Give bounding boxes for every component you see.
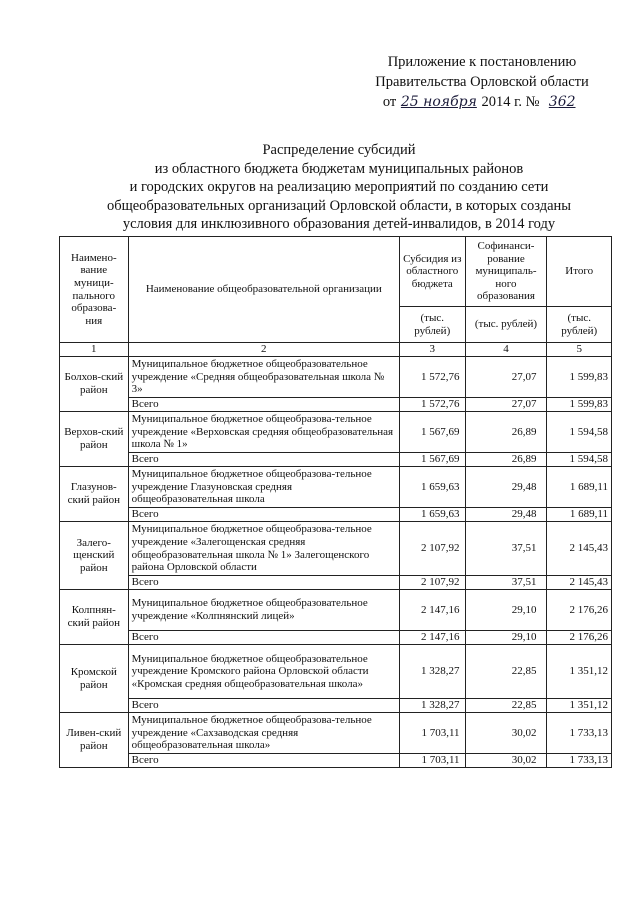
sum-total-cell: 1 351,12 — [547, 699, 612, 713]
subsidy-cell: 2 147,16 — [400, 590, 466, 631]
table-row — [60, 522, 612, 576]
header-total: Итого — [547, 237, 612, 307]
cofinancing-cell: 26,89 — [465, 412, 547, 453]
sum-total-cell: 1 599,83 — [547, 398, 612, 412]
sum-subsidy-cell: 1 659,63 — [400, 508, 466, 522]
sum-cofinancing-cell: 29,10 — [465, 631, 547, 645]
sum-subsidy-cell: 1 328,27 — [400, 699, 466, 713]
appendix-date-line — [352, 92, 612, 112]
table-row — [60, 467, 612, 508]
cofinancing-cell: 30,02 — [465, 713, 547, 754]
header-organization: Наименование общеобразовательной организации — [128, 237, 399, 343]
subsidy-cell: 1 567,69 — [400, 412, 466, 453]
municipality-cell: Колпнян-ский район — [60, 590, 129, 645]
organization-cell: Муниципальное бюджетное общеобразовательное учреждение «Колпнянский лицей» — [128, 590, 399, 631]
organization-cell: Муниципальное бюджетное общеобразовательное учреждение Кромского района Орловской области «Кромская средняя общеобразовательная школа» — [128, 645, 399, 699]
sum-cofinancing-cell: 30,02 — [465, 754, 547, 768]
sum-cofinancing-cell: 29,48 — [465, 508, 547, 522]
total-cell: 1 599,83 — [547, 357, 612, 398]
table-row — [60, 590, 612, 631]
total-label: Всего — [128, 398, 399, 412]
title-line: и городских округов на реализацию мероприятий по созданию сети — [129, 179, 549, 195]
total-label: Всего — [128, 754, 399, 768]
total-cell: 2 176,26 — [547, 590, 612, 631]
total-cell: 1 351,12 — [547, 645, 612, 699]
organization-cell: Муниципальное бюджетное общеобразова-тельное учреждение Глазуновская средняя общеобразовательная школа — [128, 467, 399, 508]
organization-cell: Муниципальное бюджетное общеобразовательное учреждение «Средняя общеобразовательная школа № 3» — [128, 357, 399, 398]
organization-cell: Муниципальное бюджетное общеобразова-тельное учреждение «Залегощенская средняя общеобразовательная школа № 1» Залегощенского района Орловской области — [128, 522, 399, 576]
sum-cofinancing-cell: 27,07 — [465, 398, 547, 412]
title-line: условия для инклюзивного образования детей-инвалидов, в 2014 году — [122, 216, 556, 232]
sum-cofinancing-cell: 26,89 — [465, 453, 547, 467]
subsidy-cell: 2 107,92 — [400, 522, 466, 576]
handwritten-number: 362 — [548, 94, 576, 110]
header-cofinancing: Софинанси-рование муниципаль-ного образования — [465, 237, 547, 307]
municipality-cell: Глазунов-ский район — [60, 467, 129, 522]
table-row — [60, 645, 612, 699]
cofinancing-cell: 22,85 — [465, 645, 547, 699]
total-label: Всего — [128, 453, 399, 467]
table-row — [60, 713, 612, 754]
total-label: Всего — [128, 699, 399, 713]
total-label: Всего — [128, 508, 399, 522]
header-subsidy: Субсидия из областного бюджета — [400, 237, 466, 307]
total-cell: 1 689,11 — [547, 467, 612, 508]
column-number: 3 — [400, 343, 466, 357]
total-cell: 1 594,58 — [547, 412, 612, 453]
table-row — [60, 357, 612, 398]
sum-cofinancing-cell: 22,85 — [465, 699, 547, 713]
sum-subsidy-cell: 1 703,11 — [400, 754, 466, 768]
sum-subsidy-cell: 1 572,76 — [400, 398, 466, 412]
sum-total-cell: 1 689,11 — [547, 508, 612, 522]
document-title — [78, 141, 600, 234]
column-number: 2 — [128, 343, 399, 357]
table-row-total — [60, 398, 612, 412]
table-row-total — [60, 754, 612, 768]
municipality-cell: Верхов-ский район — [60, 412, 129, 467]
column-number: 5 — [547, 343, 612, 357]
table-row — [60, 412, 612, 453]
cofinancing-cell: 27,07 — [465, 357, 547, 398]
cofinancing-cell: 29,10 — [465, 590, 547, 631]
municipality-cell: Болхов-ский район — [60, 357, 129, 412]
appendix-line-1: Приложение к постановлению — [387, 54, 577, 70]
subsidy-cell: 1 328,27 — [400, 645, 466, 699]
subsidy-table — [59, 236, 612, 768]
title-line: из областного бюджета бюджетам муниципальных районов — [154, 160, 524, 177]
table-row-total — [60, 631, 612, 645]
unit-total: (тыс. рублей) — [547, 307, 612, 343]
sum-total-cell: 1 594,58 — [547, 453, 612, 467]
header-municipality: Наимено-вание муници-пального образова-ния — [60, 237, 129, 343]
sum-subsidy-cell: 1 567,69 — [400, 453, 466, 467]
table-row-total — [60, 453, 612, 467]
table-row-total — [60, 699, 612, 713]
total-label: Всего — [128, 576, 399, 590]
handwritten-date: 25 ноября — [400, 94, 477, 110]
unit-subsidy: (тыс. рублей) — [400, 307, 466, 343]
appendix-line-2: Правительства Орловской области — [375, 74, 589, 90]
unit-cofinancing: (тыс. рублей) — [465, 307, 547, 343]
municipality-cell: Ливен-ский район — [60, 713, 129, 768]
cofinancing-cell: 29,48 — [465, 467, 547, 508]
organization-cell: Муниципальное бюджетное общеобразова-тельное учреждение «Верховская средняя общеобразовательная школа № 1» — [128, 412, 399, 453]
sum-total-cell: 1 733,13 — [547, 754, 612, 768]
subsidy-cell: 1 703,11 — [400, 713, 466, 754]
municipality-cell: Залего-щенский район — [60, 522, 129, 590]
sum-total-cell: 2 176,26 — [547, 631, 612, 645]
column-number: 4 — [465, 343, 547, 357]
table-row-total — [60, 576, 612, 590]
sum-subsidy-cell: 2 107,92 — [400, 576, 466, 590]
subsidy-cell: 1 572,76 — [400, 357, 466, 398]
column-number: 1 — [60, 343, 129, 357]
appendix-year: 2014 г. № — [481, 94, 540, 110]
total-cell: 2 145,43 — [547, 522, 612, 576]
cofinancing-cell: 37,51 — [465, 522, 547, 576]
sum-cofinancing-cell: 37,51 — [465, 576, 547, 590]
total-cell: 1 733,13 — [547, 713, 612, 754]
table-row-total — [60, 508, 612, 522]
title-line: общеобразовательных организаций Орловской области, в которых созданы — [106, 197, 572, 214]
organization-cell: Муниципальное бюджетное общеобразова-тельное учреждение «Сахзаводская средняя общеобразовательная школа» — [128, 713, 399, 754]
subsidy-cell: 1 659,63 — [400, 467, 466, 508]
sum-total-cell: 2 145,43 — [547, 576, 612, 590]
appendix-prefix: от — [382, 94, 397, 110]
appendix-block — [352, 52, 612, 112]
total-label: Всего — [128, 631, 399, 645]
municipality-cell: Кромской район — [60, 645, 129, 713]
title-line: Распределение субсидий — [262, 142, 416, 158]
sum-subsidy-cell: 2 147,16 — [400, 631, 466, 645]
